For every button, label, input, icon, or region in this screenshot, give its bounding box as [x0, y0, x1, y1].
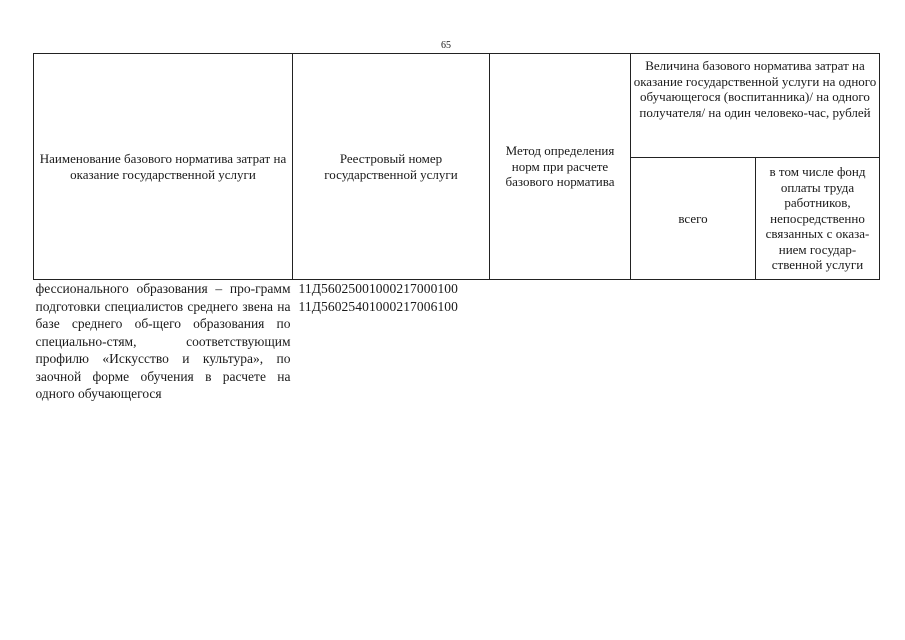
page-number: 65	[441, 40, 451, 51]
registry-number-cell	[293, 280, 490, 403]
header-labor-fund: в том числе фонд оплаты труда работников, непосредственно связанных с оказа-нием государ-ственной услуги	[756, 158, 880, 280]
labor-fund-cell	[756, 280, 880, 403]
table-row	[34, 280, 880, 403]
total-cell	[631, 280, 756, 403]
service-name-cell: фессионального образования – про-грамм подготовки специалистов среднего звена на базе среднего об-щего образования по специально-стям, соответствующим профилю «Искусство и культура», по заочной форме обучения в расчете на одного обучающегося	[35, 281, 291, 401]
cost-norms-table	[33, 53, 880, 403]
header-total: всего	[631, 158, 756, 280]
registry-number: 11Д56025001000217000100	[298, 281, 459, 296]
header-registry-number: Реестровый номер государственной услуги	[293, 54, 490, 280]
registry-number: 11Д56025401000217006100	[298, 298, 459, 314]
method-cell	[490, 280, 631, 403]
header-norm-value: Величина базового норматива затрат на оказание государственной услуги на одного обучающегося (воспитанника)/ на одного получателя/ на один человеко-час, рублей	[631, 54, 880, 158]
header-name: Наименование базового норматива затрат на оказание государственной услуги	[34, 54, 293, 280]
header-method: Метод определения норм при расчете базового норматива	[490, 54, 631, 280]
